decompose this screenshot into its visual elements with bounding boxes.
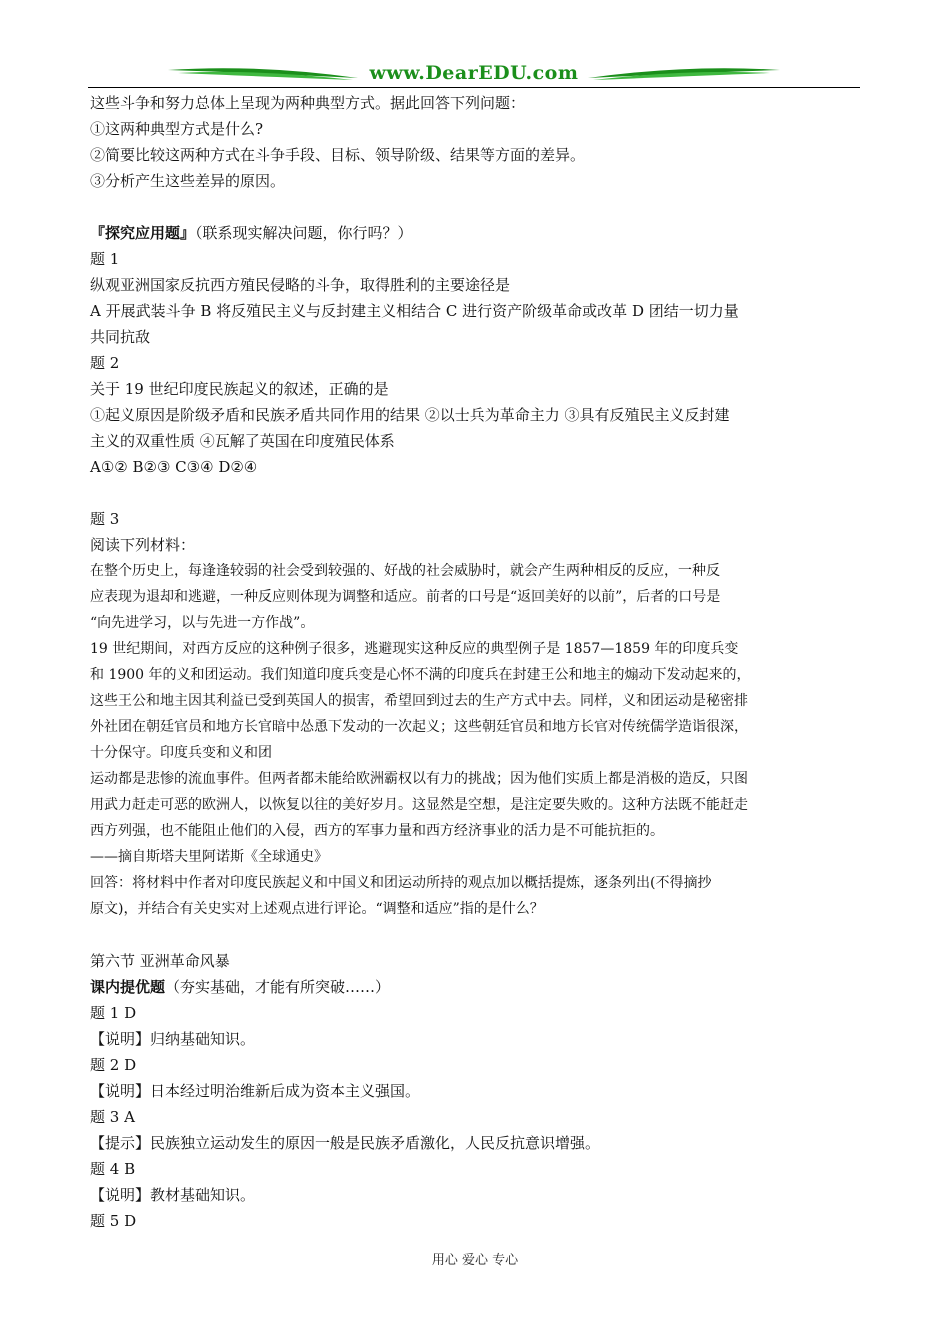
text-line: “向先进学习，以与先进一方作战”。 (90, 615, 315, 631)
text-line: 【说明】日本经过明治维新后成为资本主义强国。 (90, 1082, 421, 1100)
text-line: 和 1900 年的义和团运动。我们知道印度兵变是心怀不满的印度兵在封建王公和地主的煽动下发动起来的， (90, 667, 751, 683)
text-line: 这些王公和地主因其利益已受到英国人的损害，希望回到过去的生产方式中去。同样，义和团运动是秘密排 (90, 693, 748, 709)
text-line: 外社团在朝廷官员和地方长官暗中怂恿下发动的一次起义；这些朝廷官员和地方长官对传统儒学造诣很深， (90, 719, 748, 735)
text-line: 题 2 D (90, 1056, 137, 1074)
text-line: 原文)，并结合有关史实对上述观点进行评论。“调整和适应”指的是什么？ (90, 901, 544, 917)
text-line: 【提示】民族独立运动发生的原因一般是民族矛盾激化，人民反抗意识增强。 (90, 1134, 601, 1152)
text-line: ②简要比较这两种方式在斗争手段、目标、领导阶级、结果等方面的差异。 (90, 146, 586, 164)
text-line: 十分保守。印度兵变和义和团 (90, 745, 272, 761)
text-line: ③分析产生这些差异的原因。 (90, 172, 286, 190)
text-line: 应表现为退却和逃避，一种反应则体现为调整和适应。前者的口号是“返回美好的以前”，后者的口号是 (90, 589, 721, 605)
text-line: 题 1 D (90, 1004, 137, 1022)
text-line: ①起义原因是阶级矛盾和民族矛盾共同作用的结果 ②以士兵为革命主力 ③具有反殖民主义反封建 (90, 406, 730, 424)
text-line: 主义的双重性质 ④瓦解了英国在印度殖民体系 (90, 432, 395, 450)
header-divider (88, 87, 860, 88)
text-line: 第六节 亚洲革命风暴 (90, 952, 230, 970)
text-line: ①这两种典型方式是什么? (90, 120, 264, 138)
page-footer: 用心 爱心 专心 (431, 1253, 519, 1268)
text-line: 【说明】教材基础知识。 (90, 1186, 256, 1204)
text-line: 题 3 A (90, 1108, 135, 1126)
text-line: 西方列强，也不能阻止他们的入侵，西方的军事力量和西方经济事业的活力是不可能抗拒的。 (90, 823, 664, 839)
text-line: A 开展武装斗争 B 将反殖民主义与反封建主义相结合 C 进行资产阶级革命或改革 D 团结一切力量 (90, 302, 739, 320)
text-line: 19 世纪期间，对西方反应的这种例子很多，逃避现实这种反应的典型例子是 1857—1859 年的印度兵变 (90, 641, 739, 657)
text-line: 阅读下列材料： (90, 536, 196, 554)
text-line: 这些斗争和努力总体上呈现为两种典型方式。据此回答下列问题： (90, 94, 526, 112)
section-note: （联系现实解决问题，你行吗？） (195, 224, 413, 242)
text-line (90, 222, 413, 244)
text-line (90, 976, 390, 998)
text-line: 运动都是悲惨的流血事件。但两者都未能给欧洲霸权以有力的挑战；因为他们实质上都是消极的造反，只图 (90, 771, 748, 787)
text-line: 在整个历史上，每逢逢较弱的社会受到较强的、好战的社会威胁时，就会产生两种相反的反应，一种反 (90, 563, 720, 579)
text-line: ——摘自斯塔夫里阿诺斯《全球通史》 (90, 849, 328, 865)
section-heading: 『探究应用题』 (90, 224, 196, 242)
text-line: 题 2 (90, 354, 120, 372)
text-line: 题 3 (90, 510, 120, 528)
text-line: 题 1 (90, 250, 120, 268)
text-line: 共同抗敌 (90, 328, 151, 346)
section-note: （夯实基础，才能有所突破……） (165, 978, 391, 996)
text-line: 【说明】归纳基础知识。 (90, 1030, 256, 1048)
page-header (88, 60, 860, 90)
text-line: A①② B②③ C③④ D②④ (90, 458, 258, 476)
text-line: 回答：将材料中作者对印度民族起义和中国义和团运动所持的观点加以概括提炼，逐条列出(不得摘抄 (90, 875, 712, 891)
text-line: 关于 19 世纪印度民族起义的叙述，正确的是 (90, 380, 389, 398)
text-line: 题 4 B (90, 1160, 136, 1178)
site-logo[interactable]: www.DearEDU.com (369, 62, 579, 84)
text-line: 题 5 D (90, 1212, 137, 1230)
text-line: 纵观亚洲国家反抗西方殖民侵略的斗争，取得胜利的主要途径是 (90, 276, 511, 294)
text-line: 用武力赶走可恶的欧洲人，以恢复以往的美好岁月。这显然是空想，是注定要失败的。这种方法既不能赶走 (90, 797, 748, 813)
section-heading: 课内提优题 (90, 978, 166, 996)
